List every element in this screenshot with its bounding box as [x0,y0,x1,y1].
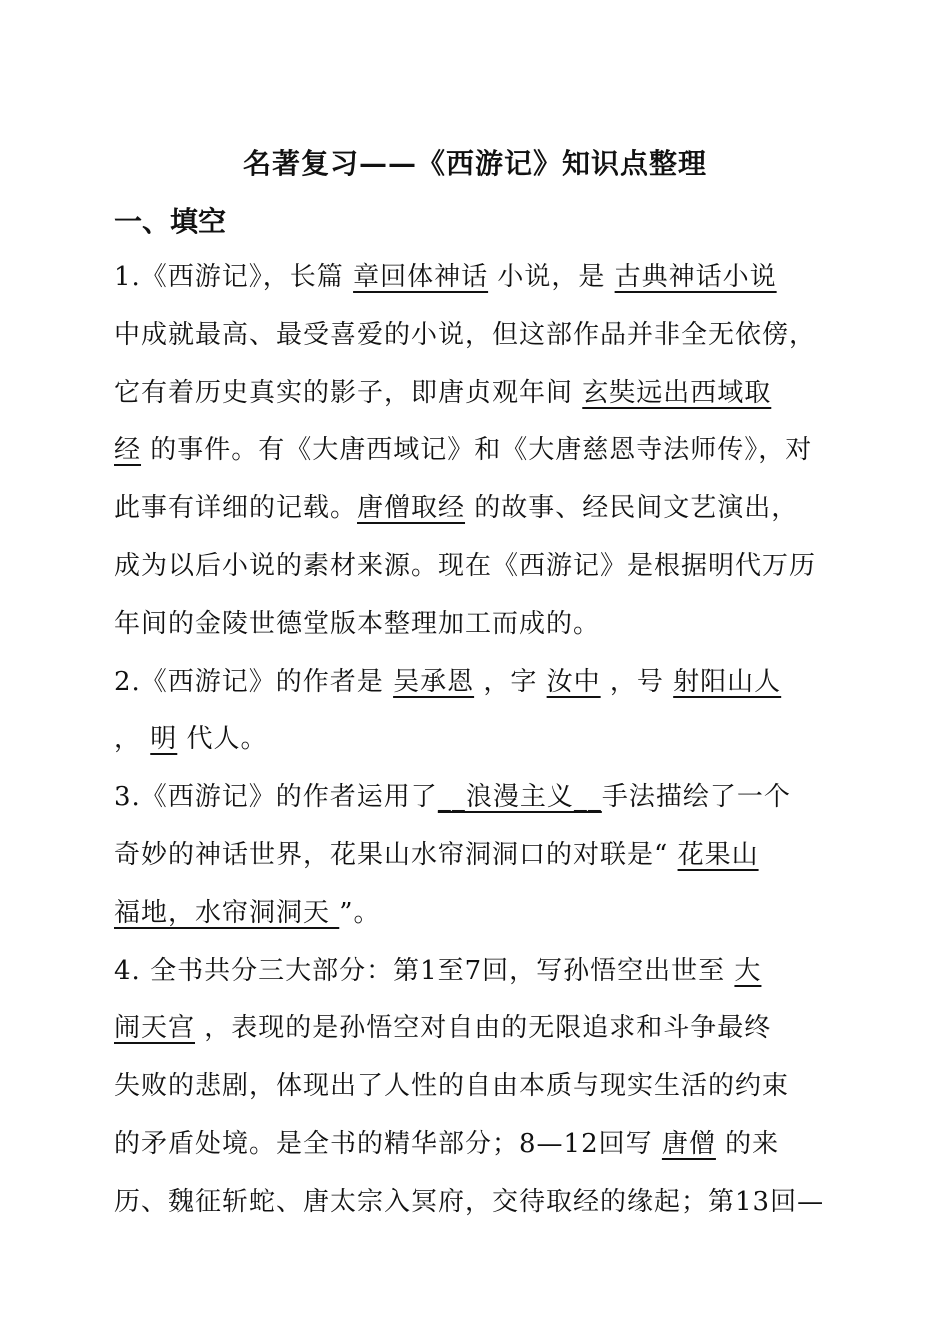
text-segment: 它有着历史真实的影子，即唐贞观年间 [114,377,583,408]
fill-in-answer: 射阳山人 [673,666,782,697]
text-line [114,718,268,755]
fill-in-answer: 玄奘远出西域取 [582,377,772,408]
text-segment: 4. 全书共分三大部分：第1至7回，写孙悟空出世至 [114,955,735,986]
text-segment: 年间的金陵世德堂版本整理加工而成的。 [114,608,601,639]
text-line [114,892,381,929]
fill-in-answer: 明 [150,724,178,755]
text-line [114,545,816,582]
fill-in-answer: 福地，水帘洞洞天 [114,897,340,928]
text-segment: ”。 [339,897,381,928]
fill-in-answer: 大 [734,955,762,986]
text-segment: 的来 [715,1129,780,1159]
text-line [114,603,600,640]
text-segment: 1.《西游记》，长篇 [114,262,354,292]
text-line [114,776,791,813]
text-segment: 手法描绘了一个 [601,782,791,813]
text-segment: 此事有详细的记载。 [114,493,358,524]
text-line [114,487,798,524]
document-title: 名著复习——《西游记》知识点整理 [242,147,707,180]
text-segment: 小说，是 [488,262,615,292]
fill-in-answer: 古典神话小说 [614,262,777,292]
text-line [114,429,812,466]
fill-in-answer: 汝中 [546,666,601,697]
text-segment: ，号 [600,666,674,697]
text-line [114,950,761,987]
fill-in-answer: 唐僧 [661,1129,716,1159]
text-line [114,372,771,409]
text-segment: 的事件。有《大唐西域记》和《大唐慈恩寺法师传》，对 [141,435,813,466]
text-segment: 历、魏征斩蛇、唐太宗入冥府，交待取经的缘起；第13回— [114,1186,825,1217]
text-segment: 的矛盾处境。是全书的精华部分；8—12回写 [114,1129,662,1159]
fill-in-answer: 花果山 [677,840,759,870]
text-segment: ， [114,724,151,755]
text-line [114,1065,789,1102]
section-heading: 一、填空 [114,205,227,238]
text-segment: 奇妙的神话世界，花果山水帘洞洞口的对联是“ [114,840,678,870]
fill-in-answer: 吴承恩 [393,666,475,697]
text-line [114,1123,779,1160]
text-segment: ，表现的是孙悟空对自由的无限追求和斗争最终 [195,1013,772,1044]
text-line [114,256,777,293]
text-line [114,314,816,351]
text-segment: ，字 [474,666,547,697]
text-segment: 的故事、经民间文艺演出， [465,493,799,524]
text-segment: 2.《西游记》的作者是 [114,666,394,697]
text-segment: 3.《西游记》的作者运用了 [114,782,438,813]
fill-in-answer: __浪漫主义__ [437,782,602,813]
fill-in-answer: 闹天宫 [114,1013,196,1044]
text-segment: 失败的悲剧，体现出了人性的自由本质与现实生活的约束 [114,1071,790,1102]
text-line [114,1007,771,1044]
text-segment: 中成就最高、最受喜爱的小说，但这部作品并非全无依傍， [114,319,817,350]
text-line [114,1181,824,1218]
text-line [114,834,759,871]
text-segment: 代人。 [177,724,268,755]
text-line [114,661,781,698]
fill-in-answer: 经 [114,435,142,466]
fill-in-answer: 章回体神话 [353,262,489,292]
fill-in-answer: 唐僧取经 [357,493,466,524]
text-segment: 成为以后小说的素材来源。现在《西游记》是根据明代万历 [114,551,817,581]
